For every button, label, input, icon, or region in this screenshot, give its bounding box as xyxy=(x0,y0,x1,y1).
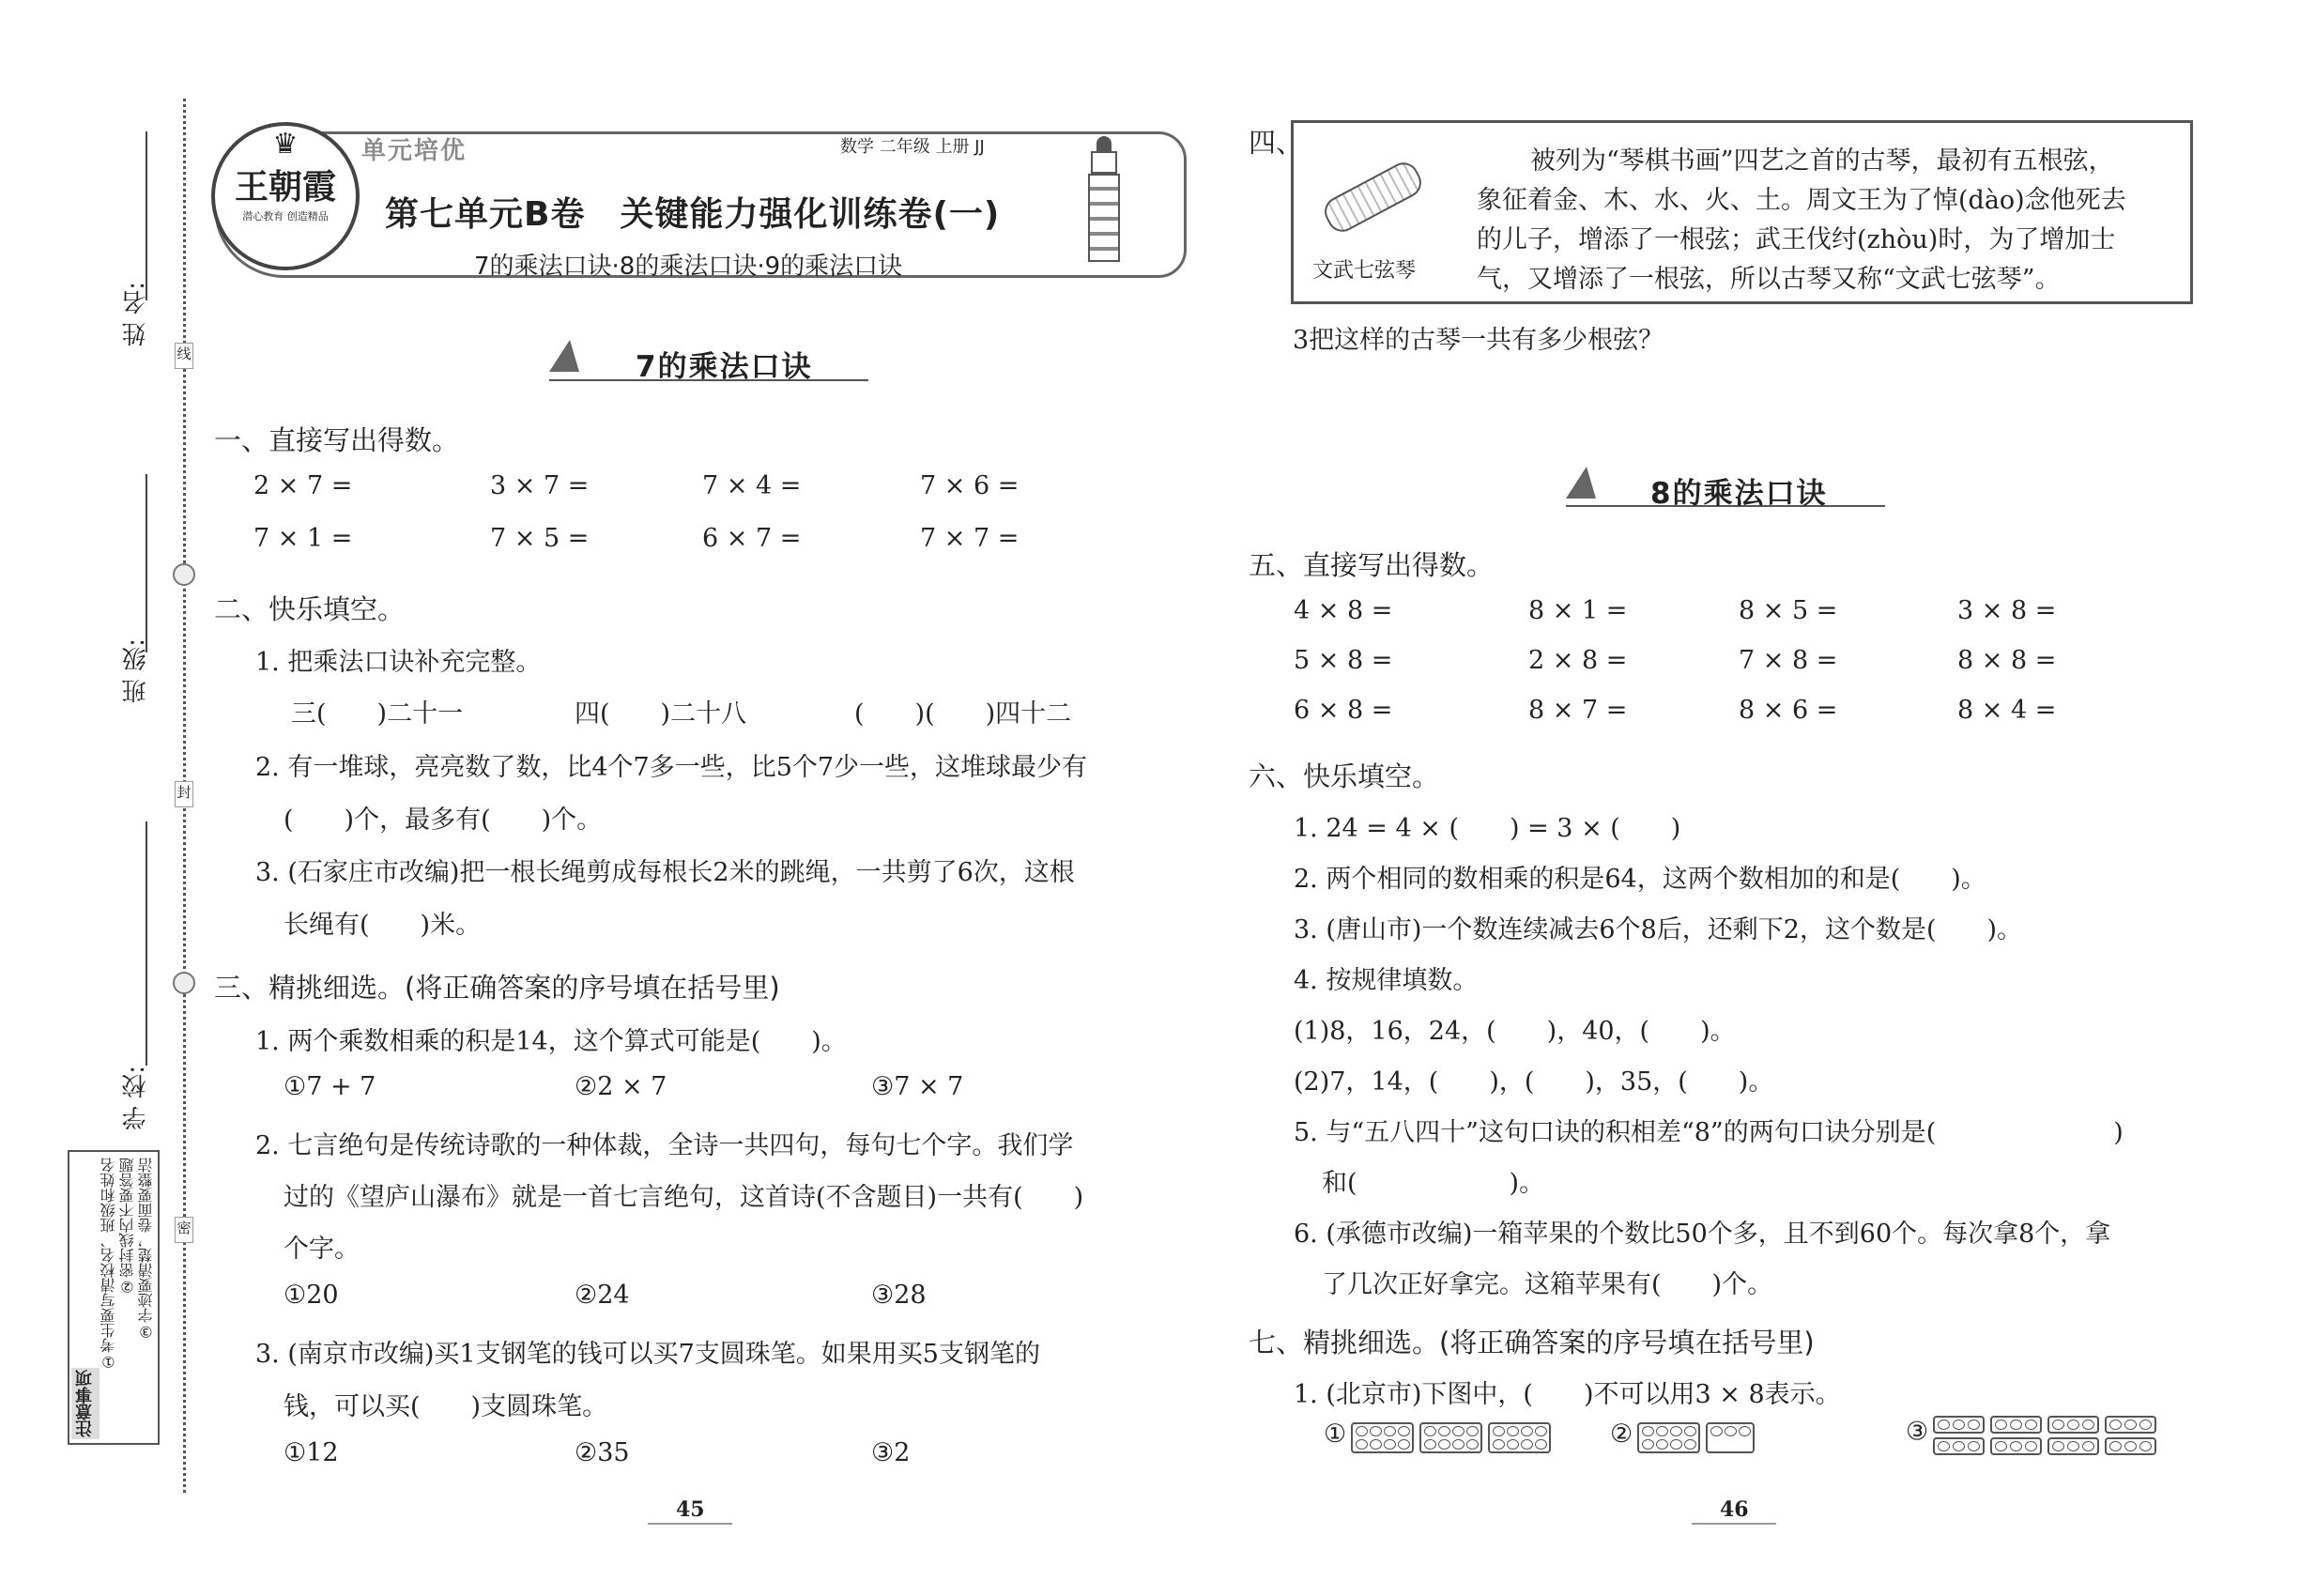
notice-box xyxy=(68,1150,160,1445)
cut-seal-mark: 封 xyxy=(175,781,193,807)
s7-option-a-label: ① xyxy=(1324,1420,1347,1449)
series-tag: 单元培优 xyxy=(361,137,468,165)
s3-q2-line3: 个字。 xyxy=(284,1235,360,1264)
section-6-title: 六、快乐填空。 xyxy=(1249,760,1440,792)
s1-item[interactable]: 7 × 7 = xyxy=(920,524,1020,553)
section-7-title: 七、精挑细选。(将正确答案的序号填在括号里) xyxy=(1249,1327,1815,1358)
page-number-left: 45 xyxy=(676,1497,705,1522)
cut-secret-mark: 密 xyxy=(175,1217,193,1243)
s7-option-c[interactable] xyxy=(1906,1416,2156,1455)
s6-q5-line2[interactable]: 和( )。 xyxy=(1322,1169,1545,1198)
guqin-story-box xyxy=(1291,120,2193,304)
story-line2: 象征着金、木、水、火、土。周文王为了悼(dào)念他死去 xyxy=(1477,186,2126,215)
notice-item-1: ①考生要写清校名、班级和姓名 xyxy=(100,1158,117,1371)
story-line4: 气，又增添了一根弦，所以古琴又称“文武七弦琴”。 xyxy=(1477,265,2061,294)
brand-slogan: 潜心教育 创造精品 xyxy=(242,210,329,223)
s3-q2-option[interactable]: ①20 xyxy=(284,1281,339,1310)
s2-q1: 1. 把乘法口诀补充完整。 xyxy=(255,648,542,677)
s2-q3-line1: 3. (石家庄市改编)把一根长绳剪成每根长2米的跳绳，一共剪了6次，这根 xyxy=(255,858,1075,887)
name-field[interactable] xyxy=(146,131,147,300)
sailboat-icon xyxy=(549,340,579,372)
s7-q1[interactable]: 1. (北京市)下图中，( )不可以用3 × 8表示。 xyxy=(1294,1380,1841,1409)
s5-item[interactable]: 2 × 8 = xyxy=(1528,646,1628,675)
section-1-title: 一、直接写出得数。 xyxy=(214,424,460,456)
s2-q1-item[interactable]: 四( )二十八 xyxy=(575,699,747,729)
s5-item[interactable]: 8 × 1 = xyxy=(1528,596,1628,625)
s5-item[interactable]: 5 × 8 = xyxy=(1294,646,1393,675)
s3-q2-line1: 2. 七言绝句是传统诗歌的一种体裁，全诗一共四句，每句七个字。我们学 xyxy=(255,1131,1074,1160)
guqin-caption: 文武七弦琴 xyxy=(1312,259,1417,283)
story-line1: 被列为“琴棋书画”四艺之首的古琴，最初有五根弦， xyxy=(1530,146,2114,176)
s5-item[interactable]: 4 × 8 = xyxy=(1294,596,1393,625)
s3-q3-line1: 3. (南京市改编)买1支钢笔的钱可以买7支圆珠笔。如果用买5支钢笔的 xyxy=(255,1340,1040,1369)
exam-title: 第七单元B卷 关键能力强化训练卷(一) xyxy=(385,195,1001,234)
exam-subtitle: 7的乘法口诀·8的乘法口诀·9的乘法口诀 xyxy=(474,253,903,281)
s6-q6-line2[interactable]: 了几次正好拿完。这箱苹果有( )个。 xyxy=(1322,1270,1773,1299)
story-line3: 的儿子，增添了一根弦；武王伐纣(zhòu)时，为了增加士 xyxy=(1477,225,2116,254)
school-label: 学 校: xyxy=(122,1066,150,1131)
s5-item[interactable]: 6 × 8 = xyxy=(1294,696,1393,725)
brand-logo xyxy=(211,122,360,270)
section-4-title: 四、 xyxy=(1249,127,1304,159)
s2-q2-line1: 2. 有一堆球，亮亮数了数，比4个7多一些，比5个7少一些，这堆球最少有 xyxy=(255,753,1088,782)
s6-q1[interactable]: 1. 24 = 4 × ( ) = 3 × ( ) xyxy=(1294,814,1681,843)
school-field[interactable] xyxy=(146,821,147,1066)
s5-item[interactable]: 3 × 8 = xyxy=(1957,596,2057,625)
s3-q1-option[interactable]: ①7 + 7 xyxy=(284,1072,376,1101)
s6-q2[interactable]: 2. 两个相同的数相乘的积是64，这两个数相加的和是( )。 xyxy=(1294,865,1986,894)
s6-q4-part2[interactable]: (2)7，14，( )，( )，35，( )。 xyxy=(1294,1067,1774,1097)
sailboat-icon xyxy=(1566,467,1596,499)
s6-q5-line1[interactable]: 5. 与“五八四十”这句口诀的积相差“8”的两句口诀分别是( ) xyxy=(1294,1118,2124,1147)
cut-line-mark: 线 xyxy=(175,343,193,369)
s1-item[interactable]: 7 × 6 = xyxy=(920,471,1020,500)
class-label: 班 级: xyxy=(122,638,150,704)
s2-q3-line2[interactable]: 长绳有( )米。 xyxy=(284,911,482,940)
s3-q3-line2[interactable]: 钱，可以买( )支圆珠笔。 xyxy=(284,1392,608,1421)
notice-title: 注意事项 xyxy=(71,1368,100,1439)
s5-item[interactable]: 8 × 7 = xyxy=(1528,696,1628,725)
book-meta: 数学 二年级 上册 JJ xyxy=(840,137,985,157)
lighthouse-icon xyxy=(1087,136,1121,263)
bead-groups-3x8 xyxy=(1351,1422,1551,1453)
s5-item[interactable]: 8 × 4 = xyxy=(1957,696,2057,725)
topic-title-left: 7的乘法口诀 xyxy=(636,350,813,384)
guqin-image xyxy=(1312,151,1425,245)
s3-q1[interactable]: 1. 两个乘数相乘的积是14，这个算式可能是( )。 xyxy=(255,1027,847,1056)
s2-q2-line2[interactable]: ( )个，最多有( )个。 xyxy=(284,806,603,835)
section-3-title: 三、精挑细选。(将正确答案的序号填在括号里) xyxy=(214,972,780,1004)
s3-q3-option[interactable]: ③2 xyxy=(871,1438,911,1467)
s7-option-b[interactable] xyxy=(1610,1420,1755,1453)
s1-item[interactable]: 6 × 7 = xyxy=(702,524,802,553)
bead-groups-8x3 xyxy=(1933,1416,2156,1455)
name-label: 姓 名: xyxy=(122,282,150,347)
brand-name: 王朝霞 xyxy=(234,167,336,207)
s1-item[interactable]: 3 × 7 = xyxy=(490,471,590,500)
s2-q1-item[interactable]: 三( )二十一 xyxy=(291,699,464,729)
bead-groups-8-and-3 xyxy=(1637,1422,1755,1453)
s5-item[interactable]: 8 × 6 = xyxy=(1739,696,1838,725)
section-2-title: 二、快乐填空。 xyxy=(214,593,406,625)
s6-q6-line1: 6. (承德市改编)一箱苹果的个数比50个多，且不到60个。每次拿8个，拿 xyxy=(1294,1220,2111,1249)
s1-item[interactable]: 2 × 7 = xyxy=(253,471,353,500)
s3-q1-option[interactable]: ②2 × 7 xyxy=(575,1072,667,1101)
s3-q2-option[interactable]: ②24 xyxy=(575,1281,630,1310)
s7-option-b-label: ② xyxy=(1610,1420,1633,1449)
section-5-title: 五、直接写出得数。 xyxy=(1249,549,1495,581)
s3-q1-option[interactable]: ③7 × 7 xyxy=(871,1072,964,1101)
notice-item-3: ③字迹要清楚，卷面要整洁 xyxy=(137,1158,155,1341)
s7-option-c-label: ③ xyxy=(1906,1417,1929,1447)
s3-q2-option[interactable]: ③28 xyxy=(871,1281,927,1310)
s3-q2-line2[interactable]: 过的《望庐山瀑布》就是一首七言绝句，这首诗(不含题目)一共有( ) xyxy=(284,1183,1084,1212)
s5-item[interactable]: 8 × 5 = xyxy=(1739,596,1838,625)
page-number-right: 46 xyxy=(1720,1497,1749,1522)
page-decoration-right xyxy=(1692,1523,1776,1525)
s1-item[interactable]: 7 × 5 = xyxy=(490,524,590,553)
binding-hole-1 xyxy=(173,563,195,586)
s1-item[interactable]: 7 × 1 = xyxy=(253,524,353,553)
s1-item[interactable]: 7 × 4 = xyxy=(702,471,802,500)
s5-item[interactable]: 7 × 8 = xyxy=(1739,646,1838,675)
s6-q4-part1[interactable]: (1)8，16，24，( )，40，( )。 xyxy=(1294,1017,1736,1046)
s3-q3-option[interactable]: ①12 xyxy=(284,1438,339,1467)
s6-q4: 4. 按规律填数。 xyxy=(1294,966,1479,995)
s4-question[interactable]: 3把这样的古琴一共有多少根弦？ xyxy=(1293,326,1664,355)
class-field[interactable] xyxy=(146,474,147,652)
binding-hole-2 xyxy=(173,972,195,994)
s2-q1-item[interactable]: ( )( )四十二 xyxy=(854,699,1072,729)
crown-icon: ♛ xyxy=(272,128,299,161)
topic-title-right: 8的乘法口诀 xyxy=(1650,477,1828,511)
s7-option-a[interactable] xyxy=(1324,1420,1551,1453)
page-decoration-left xyxy=(648,1523,732,1525)
s6-q3[interactable]: 3. (唐山市)一个数连续减去6个8后，还剩下2，这个数是( )。 xyxy=(1294,915,2023,944)
s3-q3-option[interactable]: ②35 xyxy=(575,1438,630,1467)
s5-item[interactable]: 8 × 8 = xyxy=(1957,646,2057,675)
notice-item-2: ②密封线内不要答题 xyxy=(118,1158,136,1296)
